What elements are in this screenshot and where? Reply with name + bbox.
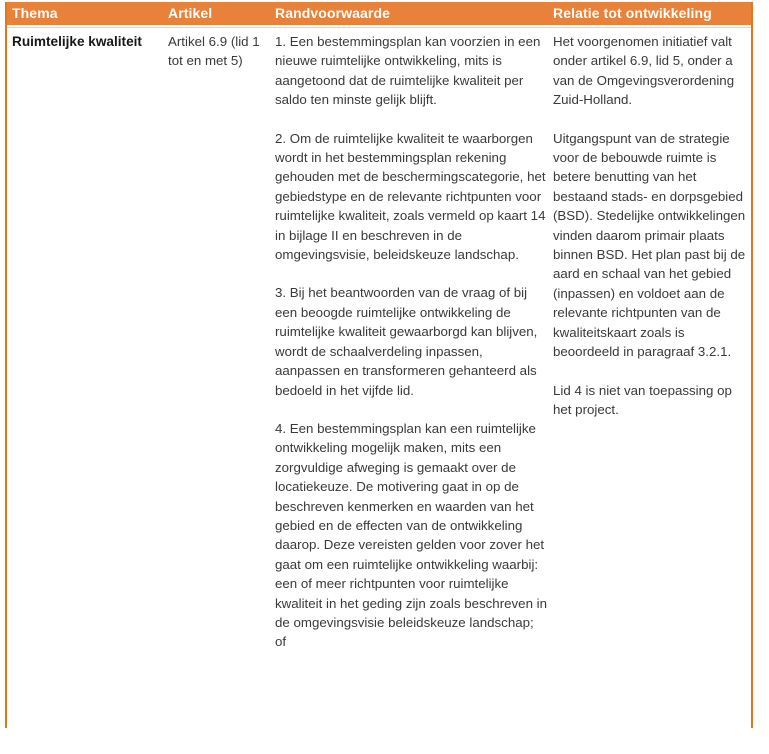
relatie-paragraph-2: Uitgangspunt van de strategie voor de bebouwde ruimte is betere benutting van het bestaand stads- en dorpsgebied (BSD). Stedelijke ontwikkelingen vinden daarom primair plaats binnen BSD. Het plan past bij de aard en schaal van het gebied (inpassen) en voldoet aan de relevante richtpunten van de kwaliteitskaart zoals is beoordeeld in paragraaf 3.2.1. (553, 130, 746, 360)
cell-randvoorwaarde (275, 32, 547, 652)
table-header-row (7, 2, 751, 25)
table-row (7, 28, 751, 728)
artikel-value: Artikel 6.9 (lid 1 tot en met 5) (168, 34, 260, 69)
randvoorwaarde-paragraph-4: 4. Een bestemmingsplan kan een ruimtelijke ontwikkeling mogelijk maken, mits een zorgvuldige afweging is gemaakt over de locatiekeuze. De motivering gaat in op de beschreven kenmerken en waarden van het gebied en de effecten van de ontwikkeling daarop. Deze vereisten gelden voor zover het gaat om een ruimtelijke ontwikkeling waarbij: (275, 420, 545, 572)
column-header-thema: Thema (12, 5, 58, 21)
relatie-paragraph-1: Het voorgenomen initiatief valt onder artikel 6.9, lid 5, onder a van de Omgevingsverordening Zuid-Holland. (553, 34, 735, 108)
column-header-randvoorwaarde: Randvoorwaarde (275, 5, 390, 21)
relatie-paragraph-3: Lid 4 is niet van toepassing op het project. (553, 382, 732, 417)
randvoorwaarde-paragraph-5: een of meer richtpunten voor ruimtelijke kwaliteit in het geding zijn zoals beschreven in de omgevingsvisie beleidskeuze landschap; of (275, 576, 548, 650)
randvoorwaarde-paragraph-1: 1. Een bestemmingsplan kan voorzien in een nieuwe ruimtelijke ontwikkeling, mits is aangetoond dat de ruimtelijke kwaliteit per saldo ten minste gelijk blijft. (275, 34, 541, 108)
column-header-relatie-tot-ontwikkeling: Relatie tot ontwikkeling (553, 5, 712, 21)
regulations-table (5, 2, 753, 728)
cell-relatie-tot-ontwikkeling (553, 32, 753, 419)
randvoorwaarde-paragraph-2: 2. Om de ruimtelijke kwaliteit te waarborgen wordt in het bestemmingsplan rekening gehouden met de beschermingscategorie, het gebiedstype en de relevante richtpunten voor ruimtelijke kwaliteit, zoals vermeld op kaart 14 in bijlage II en beschreven in de omgevingsvisie, beleidskeuze landschap. (275, 130, 546, 263)
column-header-artikel: Artikel (168, 5, 213, 21)
cell-artikel (168, 32, 272, 71)
thema-value: Ruimtelijke kwaliteit (12, 34, 142, 49)
randvoorwaarde-paragraph-3: 3. Bij het beantwoorden van de vraag of bij een beoogde ruimtelijke ontwikkeling de ruimtelijke kwaliteit gewaarborgd kan blijven, wordt de schaalverdeling inpassen, aanpassen en transformeren gehanteerd als bedoeld in het vijfde lid. (275, 285, 538, 398)
cell-thema (12, 32, 164, 51)
